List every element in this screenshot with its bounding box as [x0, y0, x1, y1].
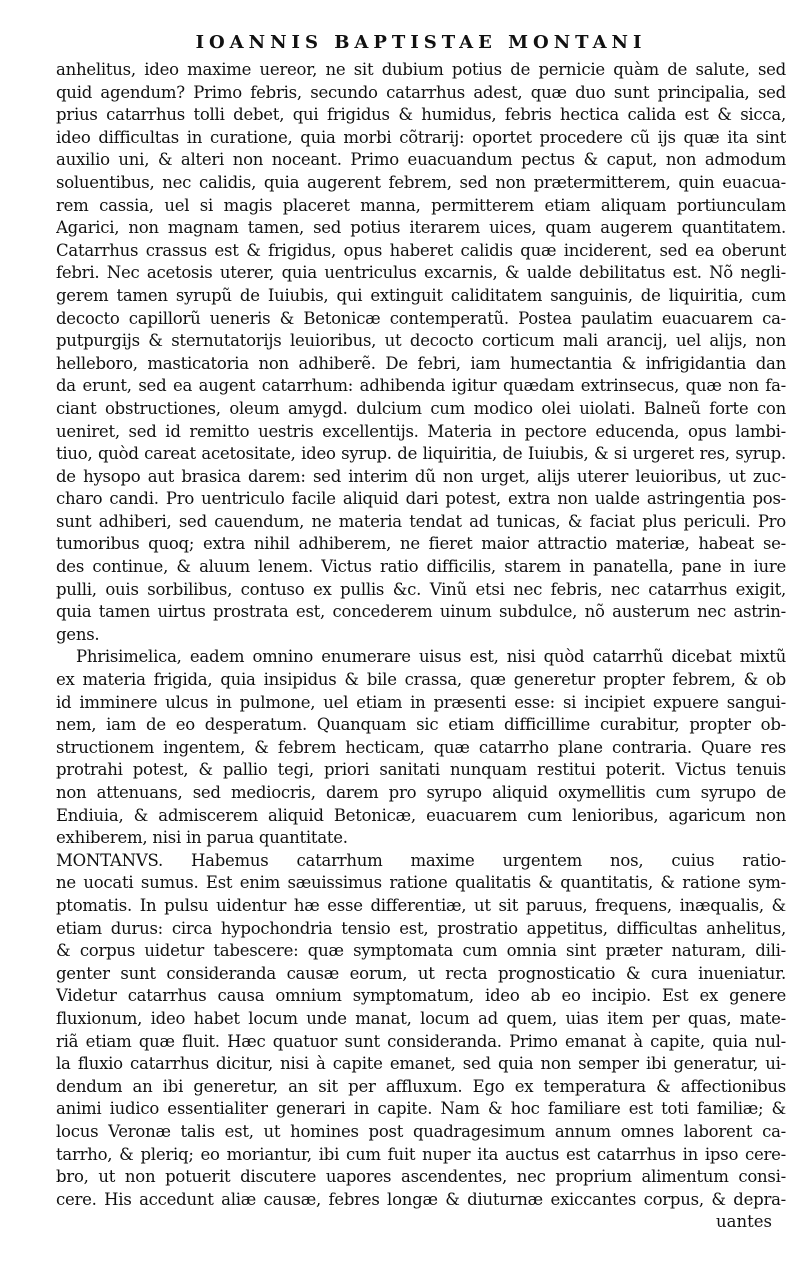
- text-line: Endiuia, & admiscerem aliquid Betonicæ, euacuarem cum lenioribus, agaricum non: [56, 805, 786, 825]
- text-line: structionem ingentem, & febrem hecticam, quæ catarrho plane contraria. Quare res: [56, 737, 786, 757]
- text-line: des continue, & aluum lenem. Victus ratio difficilis, starem in panatella, pane in iure: [56, 557, 786, 577]
- text-line: ciant obstructiones, oleum amygd. dulcium cum modico olei uiolati. Balneũ forte con: [56, 398, 786, 418]
- catchword: uantes: [716, 1212, 772, 1232]
- text-line: auxilio uni, & alteri non noceant. Primo euacuandum pectus & caput, non admodum: [56, 150, 786, 170]
- text-line: rem cassia, uel si magis placeret manna, permitterem etiam aliquam portiunculam: [56, 195, 786, 215]
- text-line: Agarici, non magnam tamen, sed potius iterarem uices, quam augerem quantitatem.: [56, 218, 786, 238]
- text-line: MONTANVS. Habemus catarrhum maxime urgentem nos, cuius ratio-: [56, 850, 786, 870]
- text-line: putpurgijs & sternutatorijs leuioribus, ut decocto corticum mali arancij, uel alijs, non: [56, 331, 786, 351]
- text-line: etiam durus: circa hypochondria tensio est, prostratio appetitus, difficultas anhelitus,: [56, 918, 786, 938]
- text-line: ex materia frigida, quia insipidus & bile crassa, quæ generetur propter febrem, & ob: [56, 670, 786, 690]
- text-line: de hysopo aut brasica darem: sed interim dũ non urget, alijs uterer leuioribus, ut zuc-: [56, 466, 786, 486]
- text-line: Catarrhus crassus est & frigidus, opus haberet calidis quæ inciderent, sed ea oberunt: [56, 240, 786, 260]
- text-line: nem, iam de eo desperatum. Quanquam sic etiam difficillime curabitur, propter ob-: [56, 715, 786, 735]
- text-line: dendum an ibi generetur, an sit per affluxum. Ego ex temperatura & affectionibus: [56, 1076, 786, 1096]
- text-line: cere. His accedunt aliæ causæ, febres longæ & diuturnæ exiccantes corpus, & depra-: [56, 1189, 786, 1209]
- text-line: ideo difficultas in curatione, quia morbi cõtrarij: oportet procedere cũ ijs quæ ita sint: [56, 127, 786, 147]
- text-line: la fluxio catarrhus dicitur, nisi à capite emanet, sed quia non semper ibi generatur, ui-: [56, 1054, 786, 1074]
- text-line: tumoribus quoq; extra nihil adhiberem, ne fieret maior attractio materiæ, habeat se-: [56, 534, 786, 554]
- text-line: tiuo, quòd careat acetositate, ideo syrup. de liquiritia, de Iuiubis, & si urgeret res, syrup.: [56, 444, 786, 464]
- text-line: helleboro, masticatoria non adhiberẽ. De febri, iam humectantia & infrigidantia dan: [56, 353, 786, 373]
- text-line: ne uocati sumus. Est enim sæuissimus ratione qualitatis & quantitatis, & ratione sym-: [56, 873, 786, 893]
- text-line: febri. Nec acetosis uterer, quia uentriculus excarnis, & ualde debilitatus est. Nõ negli-: [56, 263, 786, 283]
- text-line: quid agendum? Primo febris, secundo catarrhus adest, quæ duo sunt principalia, sed: [56, 82, 786, 102]
- text-line: exhiberem, nisi in parua quantitate.: [56, 828, 348, 848]
- text-line: anhelitus, ideo maxime uereor, ne sit dubium potius de pernicie quàm de salute, sed: [56, 60, 786, 79]
- text-block: [56, 59, 786, 1211]
- text-line: ptomatis. In pulsu uidentur hæ esse differentiæ, ut sit paruus, frequens, inæqualis, &: [56, 895, 786, 915]
- text-line: gerem tamen syrupũ de Iuiubis, qui extinguit caliditatem sanguinis, de liquiritia, cum: [56, 285, 786, 305]
- text-line: fluxionum, ideo habet locum unde manat, locum ad quem, uias item per quas, mate-: [56, 1008, 786, 1028]
- text-line: decocto capillorũ ueneris & Betonicæ contemperatũ. Postea paulatim euacuarem ca-: [56, 308, 786, 328]
- text-line: tarrho, & pleriq; eo moriantur, ibi cum fuit nuper ita auctus est catarrhus in ipso cere-: [56, 1144, 786, 1164]
- text-line: non attenuans, sed mediocris, darem pro syrupo aliquid oxymellitis cum syrupo de: [56, 783, 786, 802]
- text-line: prius catarrhus tolli debet, qui frigidus & humidus, febris hectica calida est & sicca,: [56, 105, 786, 125]
- text-line: animi iudico essentialiter generari in capite. Nam & hoc familiare est toti familiæ; &: [56, 1099, 786, 1119]
- text-line: & corpus uidetur tabescere: quæ symptomata cum omnia sint præter naturam, dili-: [56, 941, 786, 961]
- text-line: da erunt, sed ea augent catarrhum: adhibenda igitur quædam extrinsecus, quæ non fa-: [56, 376, 786, 396]
- text-line: charo candi. Pro uentriculo facile aliquid dari potest, extra non ualde astringentia pos-: [56, 489, 786, 509]
- text-line: bro, ut non potuerit discutere uapores ascendentes, nec proprium alimentum consi-: [56, 1167, 786, 1187]
- text-line: Phrisimelica, eadem omnino enumerare uisus est, nisi quòd catarrhũ dicebat mixtũ: [76, 647, 786, 667]
- text-line: protrahi potest, & pallio tegi, priori sanitati nunquam restitui poterit. Victus tenuis: [56, 760, 786, 780]
- text-line: locus Veronæ talis est, ut homines post quadragesimum annum omnes laborent ca-: [56, 1121, 786, 1141]
- text-line: soluentibus, nec calidis, quia augerent febrem, sed non prætermitterem, quin euacua-: [56, 172, 786, 192]
- text-line: gens.: [56, 624, 100, 644]
- text-line: sunt adhiberi, sed cauendum, ne materia tendat ad tunicas, & faciat plus periculi. Pro: [56, 511, 786, 531]
- text-line: genter sunt consideranda causæ eorum, ut recta prognosticatio & cura inueniatur.: [56, 963, 786, 983]
- text-line: Videtur catarrhus causa omnium symptomatum, ideo ab eo incipio. Est ex genere: [56, 986, 786, 1006]
- text-line: riã etiam quæ fluit. Hæc quatuor sunt consideranda. Primo emanat à capite, quia nul-: [56, 1031, 786, 1051]
- text-line: ueniret, sed id remitto uestris excellentijs. Materia in pectore educenda, opus lambi-: [56, 421, 786, 441]
- running-head: IOANNIS BAPTISTAE MONTANI: [195, 32, 647, 53]
- text-line: quia tamen uirtus prostrata est, concederem uinum subdulce, nõ austerum nec astrin-: [56, 602, 786, 622]
- text-line: pulli, ouis sorbilibus, contuso ex pullis &c. Vinũ etsi nec febris, nec catarrhus exigit,: [56, 579, 786, 599]
- text-line: id imminere ulcus in pulmone, uel etiam in præsenti esse: si incipiet expuere sangui-: [56, 692, 786, 712]
